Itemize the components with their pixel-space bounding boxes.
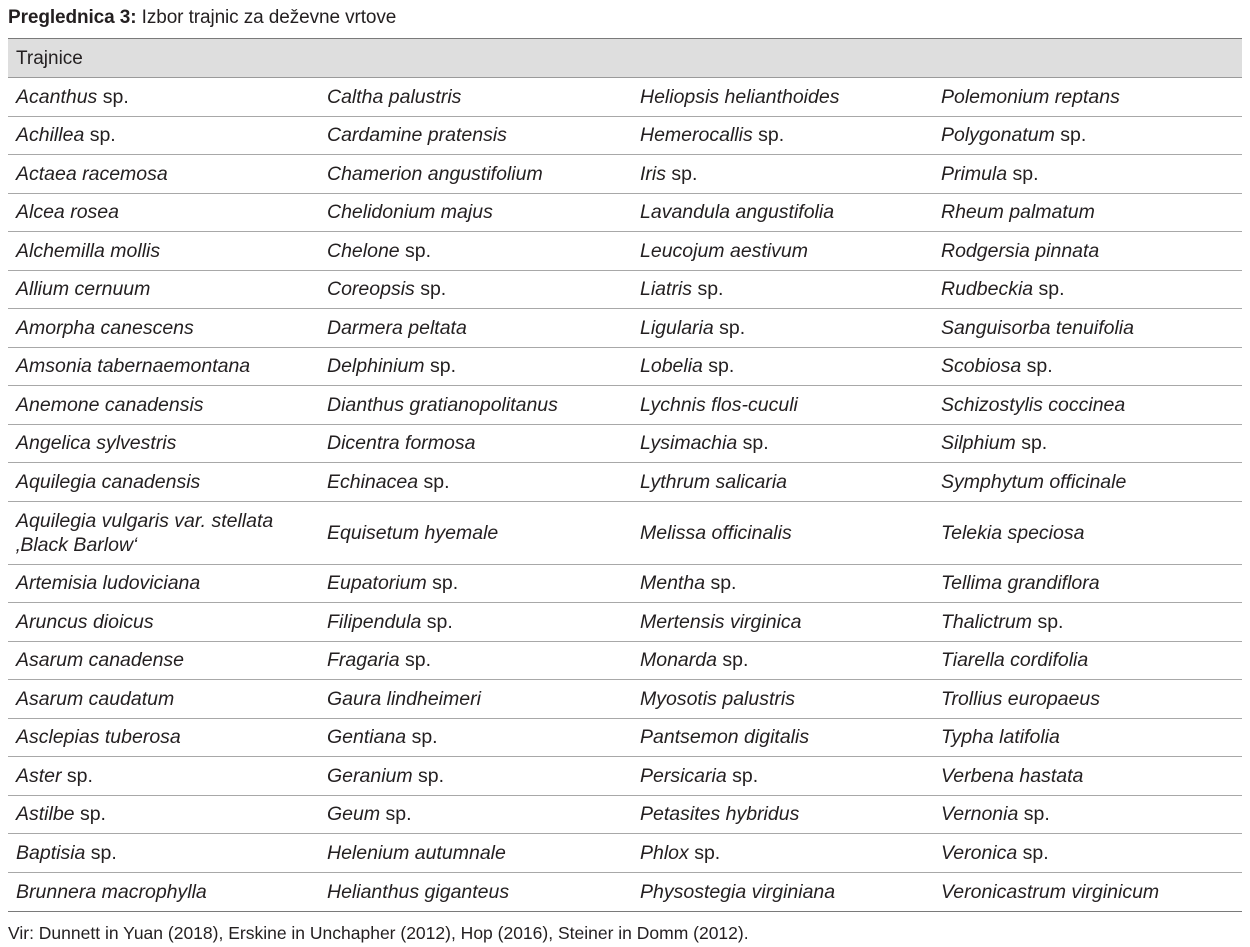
table-header: Trajnice bbox=[8, 39, 1242, 78]
table-cell bbox=[933, 277, 1242, 301]
species-suffix: sp. bbox=[424, 355, 456, 378]
table-cell bbox=[632, 239, 933, 263]
species-name: Lysimachia bbox=[640, 432, 738, 455]
species-name: Aruncus dioicus bbox=[16, 610, 154, 633]
species-suffix: sp. bbox=[97, 85, 129, 108]
table-row bbox=[8, 232, 1242, 271]
table-cell bbox=[632, 571, 933, 595]
table-row bbox=[8, 348, 1242, 387]
species-suffix: sp. bbox=[1017, 841, 1049, 864]
table-row bbox=[8, 117, 1242, 156]
species-name: Leucojum aestivum bbox=[640, 239, 808, 262]
species-suffix: sp. bbox=[666, 162, 698, 185]
species-name: Chelidonium majus bbox=[327, 201, 493, 224]
table-cell bbox=[8, 200, 319, 224]
table-cell bbox=[8, 764, 319, 788]
species-name: Angelica sylvestris bbox=[16, 432, 177, 455]
table-cell bbox=[319, 277, 632, 301]
table-cell bbox=[319, 880, 632, 904]
table-cell bbox=[319, 470, 632, 494]
species-name: Hemerocallis bbox=[640, 124, 753, 147]
species-name: Equisetum hyemale bbox=[327, 521, 499, 544]
table-cell bbox=[319, 123, 632, 147]
species-name: Thalictrum bbox=[941, 610, 1033, 633]
cultivar-name: ‚Black Barlow‘ bbox=[16, 533, 138, 556]
table-cell bbox=[933, 725, 1242, 749]
table-cell bbox=[319, 571, 632, 595]
species-name: Aquilegia vulgaris var. stellata bbox=[16, 509, 274, 532]
table-cell bbox=[8, 648, 319, 672]
species-suffix: sp. bbox=[1015, 432, 1048, 455]
table-cell bbox=[319, 354, 632, 378]
species-suffix: sp. bbox=[61, 764, 93, 787]
species-name: Lobelia bbox=[640, 355, 703, 378]
table-cell bbox=[8, 277, 319, 301]
table-cell bbox=[933, 393, 1242, 417]
species-name: Monarda bbox=[640, 649, 717, 672]
table-cell bbox=[319, 725, 632, 749]
species-suffix: sp. bbox=[412, 764, 445, 787]
species-name: Acanthus bbox=[16, 85, 98, 108]
table-row bbox=[8, 78, 1242, 117]
table-row bbox=[8, 386, 1242, 425]
species-name: Helianthus giganteus bbox=[327, 880, 510, 903]
species-name: Asarum canadense bbox=[16, 649, 185, 672]
table-cell bbox=[632, 521, 933, 545]
table-cell bbox=[933, 802, 1242, 826]
species-name: Aster bbox=[16, 764, 62, 787]
table-cell bbox=[933, 841, 1242, 865]
caption-text: Izbor trajnic za deževne vrtove bbox=[141, 7, 397, 28]
species-suffix: sp. bbox=[752, 124, 785, 147]
table-cell bbox=[933, 316, 1242, 340]
species-name: Brunnera macrophylla bbox=[16, 880, 207, 903]
table-cell bbox=[319, 431, 632, 455]
species-suffix: sp. bbox=[399, 649, 432, 672]
table-cell bbox=[933, 431, 1242, 455]
species-name: Chelone bbox=[327, 239, 400, 262]
species-suffix: sp. bbox=[426, 572, 459, 595]
table-cell bbox=[8, 239, 319, 263]
table-row bbox=[8, 463, 1242, 502]
species-name: Allium cernuum bbox=[16, 278, 151, 301]
table-cell bbox=[933, 354, 1242, 378]
species-name: Asarum caudatum bbox=[16, 687, 175, 710]
table-cell bbox=[632, 470, 933, 494]
species-suffix: sp. bbox=[74, 803, 106, 826]
species-name: Baptisia bbox=[16, 841, 86, 864]
species-name: Geranium bbox=[327, 764, 413, 787]
table-row bbox=[8, 719, 1242, 758]
table-cell bbox=[8, 509, 319, 557]
table-cell bbox=[8, 880, 319, 904]
table-cell bbox=[8, 162, 319, 186]
table-cell bbox=[632, 687, 933, 711]
table-cell bbox=[8, 316, 319, 340]
species-name: Echinacea bbox=[327, 470, 419, 493]
species-name: Polemonium reptans bbox=[941, 85, 1120, 108]
species-suffix: sp. bbox=[1018, 803, 1050, 826]
species-name: Primula bbox=[941, 162, 1008, 185]
species-suffix: sp. bbox=[737, 432, 769, 455]
species-name: Persicaria bbox=[640, 764, 727, 787]
species-name: Lychnis flos-cuculi bbox=[640, 393, 798, 416]
species-name: Tiarella cordifolia bbox=[941, 649, 1089, 672]
species-name: Petasites hybridus bbox=[640, 803, 800, 826]
table-cell bbox=[933, 239, 1242, 263]
table-cell bbox=[8, 725, 319, 749]
species-name: Filipendula bbox=[327, 610, 422, 633]
species-name: Amsonia tabernaemontana bbox=[16, 355, 251, 378]
table-cell bbox=[933, 880, 1242, 904]
species-name: Mertensis virginica bbox=[640, 610, 802, 633]
table-cell bbox=[632, 354, 933, 378]
species-suffix: sp. bbox=[726, 764, 759, 787]
species-name: Sanguisorba tenuifolia bbox=[941, 316, 1134, 339]
species-name: Rodgersia pinnata bbox=[941, 239, 1100, 262]
species-name: Delphinium bbox=[327, 355, 425, 378]
table-cell bbox=[632, 725, 933, 749]
species-suffix: sp. bbox=[692, 278, 724, 301]
species-name: Tellima grandiflora bbox=[941, 572, 1100, 595]
species-name: Schizostylis coccinea bbox=[941, 393, 1126, 416]
species-suffix: sp. bbox=[399, 239, 432, 262]
table-cell bbox=[8, 687, 319, 711]
species-name: Verbena hastata bbox=[941, 764, 1084, 787]
species-name: Physostegia virginiana bbox=[640, 880, 836, 903]
table-row bbox=[8, 565, 1242, 604]
species-suffix: sp. bbox=[421, 610, 453, 633]
species-name: Cardamine pratensis bbox=[327, 124, 507, 147]
species-suffix: sp. bbox=[85, 841, 117, 864]
table-cell bbox=[933, 521, 1242, 545]
species-suffix: sp. bbox=[713, 316, 746, 339]
species-suffix: sp. bbox=[702, 355, 735, 378]
species-name: Chamerion angustifolium bbox=[327, 162, 543, 185]
species-suffix: sp. bbox=[716, 649, 749, 672]
table-cell bbox=[632, 200, 933, 224]
table-row bbox=[8, 680, 1242, 719]
species-suffix: sp. bbox=[688, 841, 721, 864]
species-name: Artemisia ludoviciana bbox=[16, 572, 201, 595]
table-cell bbox=[319, 393, 632, 417]
species-name: Heliopsis helianthoides bbox=[640, 85, 840, 108]
species-name: Veronica bbox=[941, 841, 1018, 864]
table-cell bbox=[632, 802, 933, 826]
table-row bbox=[8, 271, 1242, 310]
species-name: Fragaria bbox=[327, 649, 400, 672]
table-cell bbox=[933, 687, 1242, 711]
species-name: Achillea bbox=[16, 124, 85, 147]
table-cell bbox=[933, 610, 1242, 634]
species-name: Iris bbox=[640, 162, 666, 185]
table-cell bbox=[8, 841, 319, 865]
table-cell bbox=[632, 85, 933, 109]
table-cell bbox=[933, 123, 1242, 147]
species-name: Gaura lindheimeri bbox=[327, 687, 481, 710]
species-name: Phlox bbox=[640, 841, 689, 864]
species-name: Trollius europaeus bbox=[941, 687, 1100, 710]
species-name: Anemone canadensis bbox=[16, 393, 204, 416]
table-cell bbox=[8, 470, 319, 494]
table-row bbox=[8, 155, 1242, 194]
table-cell bbox=[8, 85, 319, 109]
table-row bbox=[8, 834, 1242, 873]
table-cell bbox=[632, 123, 933, 147]
table-cell bbox=[933, 162, 1242, 186]
species-suffix: sp. bbox=[380, 803, 412, 826]
table-cell bbox=[319, 162, 632, 186]
table-cell bbox=[319, 200, 632, 224]
species-name: Pantsemon digitalis bbox=[640, 726, 810, 749]
species-name: Dianthus gratianopolitanus bbox=[327, 393, 558, 416]
species-name: Alchemilla mollis bbox=[16, 239, 161, 262]
table-cell bbox=[632, 764, 933, 788]
species-name: Eupatorium bbox=[327, 572, 427, 595]
species-name: Lythrum salicaria bbox=[640, 470, 788, 493]
species-name: Darmera peltata bbox=[327, 316, 467, 339]
table-cell bbox=[8, 393, 319, 417]
table-cell bbox=[632, 648, 933, 672]
species-name: Scobiosa bbox=[941, 355, 1022, 378]
species-suffix: sp. bbox=[1021, 355, 1053, 378]
table-cell bbox=[319, 687, 632, 711]
table-row bbox=[8, 425, 1242, 464]
species-name: Polygonatum bbox=[941, 124, 1055, 147]
perennials-table bbox=[8, 38, 1242, 912]
table-cell bbox=[319, 316, 632, 340]
table-row bbox=[8, 502, 1242, 565]
species-name: Caltha palustris bbox=[327, 85, 462, 108]
table-cell bbox=[632, 393, 933, 417]
table-row bbox=[8, 603, 1242, 642]
table-cell bbox=[632, 277, 933, 301]
table-cell bbox=[319, 239, 632, 263]
table-cell bbox=[933, 470, 1242, 494]
species-name: Ligularia bbox=[640, 316, 714, 339]
species-name: Vernonia bbox=[941, 803, 1019, 826]
species-name: Dicentra formosa bbox=[327, 432, 476, 455]
species-name: Coreopsis bbox=[327, 278, 415, 301]
species-suffix: sp. bbox=[1033, 278, 1065, 301]
species-suffix: sp. bbox=[418, 470, 450, 493]
table-cell bbox=[933, 764, 1242, 788]
species-name: Myosotis palustris bbox=[640, 687, 795, 710]
species-name: Mentha bbox=[640, 572, 706, 595]
species-name: Lavandula angustifolia bbox=[640, 201, 835, 224]
table-cell bbox=[632, 431, 933, 455]
table-cell bbox=[933, 648, 1242, 672]
species-name: Asclepias tuberosa bbox=[16, 726, 181, 749]
species-name: Gentiana bbox=[327, 726, 407, 749]
species-suffix: sp. bbox=[414, 278, 447, 301]
table-cell bbox=[632, 841, 933, 865]
table-cell bbox=[8, 571, 319, 595]
species-name: Actaea racemosa bbox=[16, 162, 168, 185]
table-cell bbox=[933, 200, 1242, 224]
species-name: Aquilegia canadensis bbox=[16, 470, 201, 493]
species-suffix: sp. bbox=[406, 726, 438, 749]
table-cell bbox=[933, 85, 1242, 109]
table-cell bbox=[8, 123, 319, 147]
species-name: Alcea rosea bbox=[16, 201, 119, 224]
species-name: Liatris bbox=[640, 278, 693, 301]
species-name: Rudbeckia bbox=[941, 278, 1034, 301]
species-name: Helenium autumnale bbox=[327, 841, 506, 864]
table-row bbox=[8, 757, 1242, 796]
species-name: Typha latifolia bbox=[941, 726, 1060, 749]
species-name: Telekia speciosa bbox=[941, 521, 1085, 544]
table-cell bbox=[632, 162, 933, 186]
table-cell bbox=[319, 648, 632, 672]
table-cell bbox=[632, 610, 933, 634]
species-name: Veronicastrum virginicum bbox=[941, 880, 1160, 903]
table-cell bbox=[8, 354, 319, 378]
table-row bbox=[8, 796, 1242, 835]
table-cell bbox=[8, 431, 319, 455]
species-name: Astilbe bbox=[16, 803, 75, 826]
species-suffix: sp. bbox=[1054, 124, 1087, 147]
species-name: Melissa officinalis bbox=[640, 521, 792, 544]
table-cell bbox=[319, 802, 632, 826]
table-cell bbox=[632, 880, 933, 904]
source-footnote: Vir: Dunnett in Yuan (2018), Erskine in Unchapher (2012), Hop (2016), Steiner in Domm (2012). bbox=[8, 923, 749, 943]
table-cell bbox=[319, 841, 632, 865]
table-cell bbox=[319, 764, 632, 788]
table-cell bbox=[319, 521, 632, 545]
table-cell bbox=[319, 85, 632, 109]
table-body bbox=[8, 78, 1242, 911]
species-suffix: sp. bbox=[84, 124, 116, 147]
species-name: Rheum palmatum bbox=[941, 201, 1095, 224]
caption-label: Preglednica 3: bbox=[8, 7, 137, 28]
species-suffix: sp. bbox=[705, 572, 737, 595]
table-row bbox=[8, 309, 1242, 348]
species-name: Silphium bbox=[941, 432, 1016, 455]
table-cell bbox=[933, 571, 1242, 595]
table-caption bbox=[8, 6, 396, 30]
table-cell bbox=[8, 610, 319, 634]
species-name: Geum bbox=[327, 803, 381, 826]
table-row bbox=[8, 873, 1242, 912]
species-name: Symphytum officinale bbox=[941, 470, 1127, 493]
table-row bbox=[8, 642, 1242, 681]
species-name: Amorpha canescens bbox=[16, 316, 194, 339]
table-row bbox=[8, 194, 1242, 233]
table-cell bbox=[319, 610, 632, 634]
species-suffix: sp. bbox=[1007, 162, 1039, 185]
table-cell bbox=[632, 316, 933, 340]
table-cell bbox=[8, 802, 319, 826]
species-suffix: sp. bbox=[1032, 610, 1064, 633]
